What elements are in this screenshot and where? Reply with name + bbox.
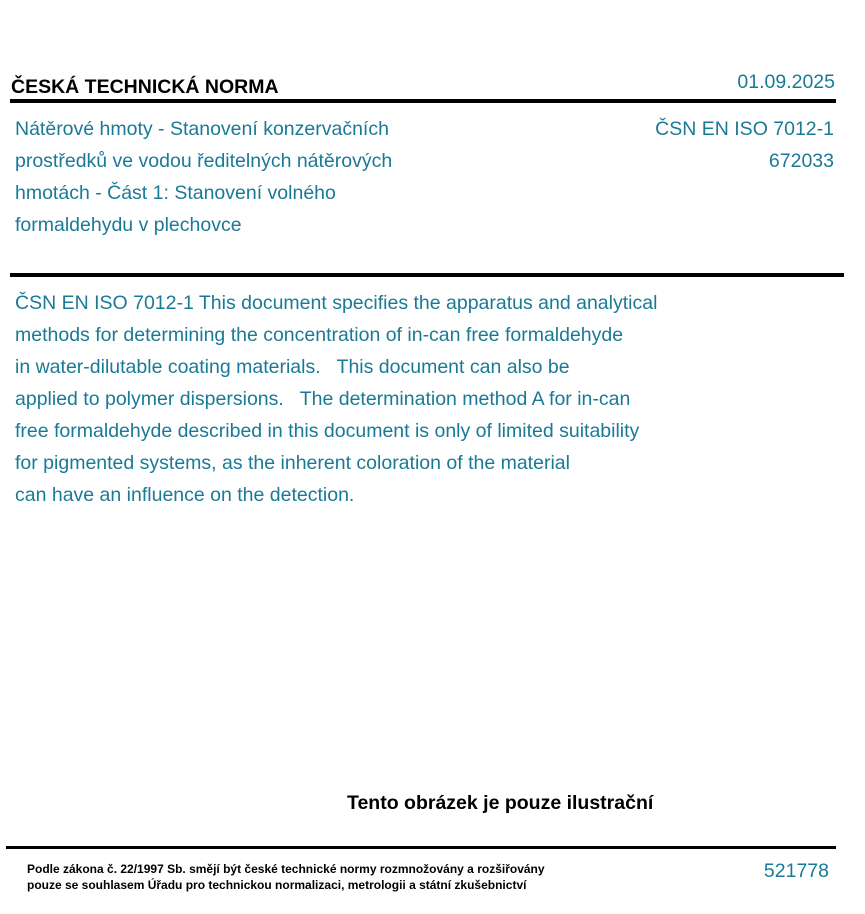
publication-date: 01.09.2025 [737, 71, 835, 93]
document-number: 521778 [763, 860, 829, 882]
abstract-line: can have an influence on the detection. [15, 484, 355, 506]
czech-title-line: formaldehydu v plechovce [15, 214, 242, 236]
abstract-line: in water-dilutable coating materials. This document can also be [15, 356, 570, 378]
section-divider [10, 273, 844, 277]
abstract-line: for pigmented systems, as the inherent coloration of the material [15, 452, 570, 474]
czech-title-line: prostředků ve vodou ředitelných nátěrových [15, 150, 393, 172]
illustration-note: Tento obrázek je pouze ilustrační [347, 792, 654, 814]
legal-line: Podle zákona č. 22/1997 Sb. smějí být české technické normy rozmnožovány a rozšiřovány [27, 862, 545, 876]
standard-designation: ČSN EN ISO 7012-1 [655, 118, 834, 140]
footer-divider [6, 846, 836, 849]
czech-standard-title [15, 113, 455, 241]
abstract-line: methods for determining the concentration of in-can free formaldehyde [15, 324, 624, 346]
czech-title-line: Nátěrové hmoty - Stanovení konzervačních [15, 118, 389, 140]
abstract-line: free formaldehyde described in this document is only of limited suitability [15, 420, 640, 442]
header-divider [10, 99, 836, 103]
document-type-heading: ČESKÁ TECHNICKÁ NORMA [11, 76, 279, 98]
legal-line: pouze se souhlasem Úřadu pro technickou normalizaci, metrologii a státní zkušebnictví [27, 877, 527, 892]
legal-notice [27, 862, 545, 893]
abstract-line: ČSN EN ISO 7012-1 This document specifies the apparatus and analytical [15, 292, 658, 314]
abstract-line: applied to polymer dispersions. The determination method A for in-can [15, 388, 631, 410]
classification-number: 672033 [768, 150, 834, 172]
abstract-text [15, 287, 755, 511]
czech-title-line: hmotách - Část 1: Stanovení volného [15, 182, 336, 204]
standard-identifiers [655, 113, 834, 177]
